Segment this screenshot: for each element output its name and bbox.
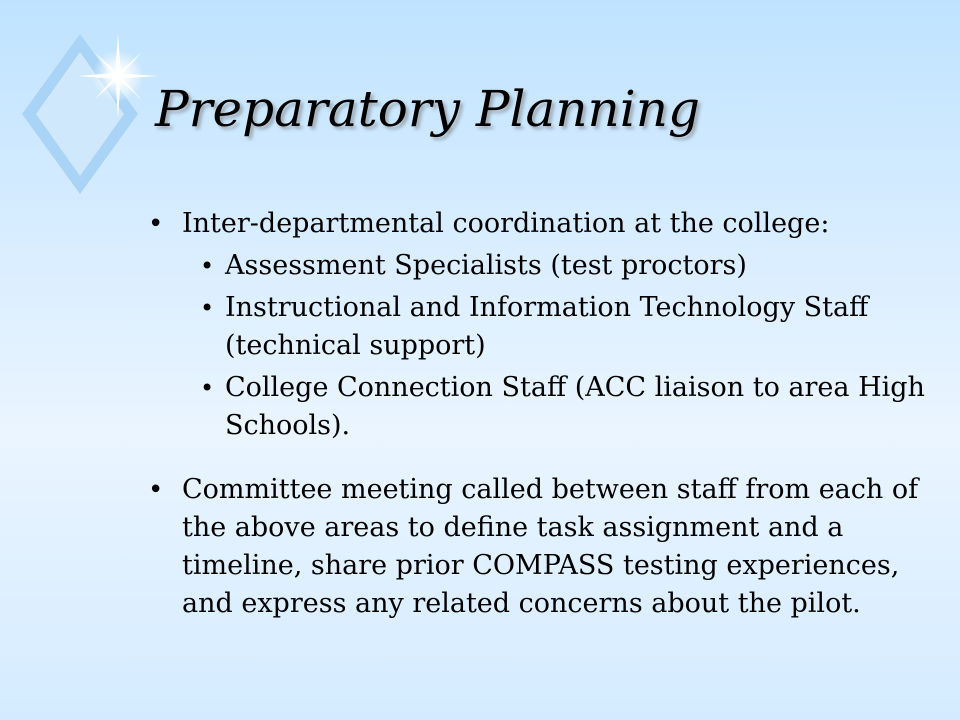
slide-body bbox=[148, 205, 928, 623]
sub-bullet-item bbox=[182, 247, 928, 285]
bullet-list bbox=[148, 205, 928, 623]
sub-bullet-text: Instructional and Information Technology Staff (technical support) bbox=[225, 292, 869, 361]
slide-title: Preparatory Planning bbox=[155, 80, 700, 138]
sub-bullet-list bbox=[182, 247, 928, 445]
sub-bullet-text: Assessment Specialists (test proctors) bbox=[225, 250, 747, 281]
bullet-item-committee bbox=[148, 471, 928, 623]
bullet-text: Inter-departmental coordination at the college: bbox=[182, 208, 830, 239]
bullet-text: Committee meeting called between staff from each of the above areas to define task assignment and a timeline, share prior COMPASS testing experiences, and express any related concerns about the pilot. bbox=[182, 474, 919, 619]
sub-bullet-text: College Connection Staff (ACC liaison to area High Schools). bbox=[225, 372, 925, 441]
bullet-item-coordination bbox=[148, 205, 928, 445]
sub-bullet-item bbox=[182, 289, 928, 365]
sub-bullet-item bbox=[182, 369, 928, 445]
diamond-sparkle-icon bbox=[18, 28, 158, 198]
